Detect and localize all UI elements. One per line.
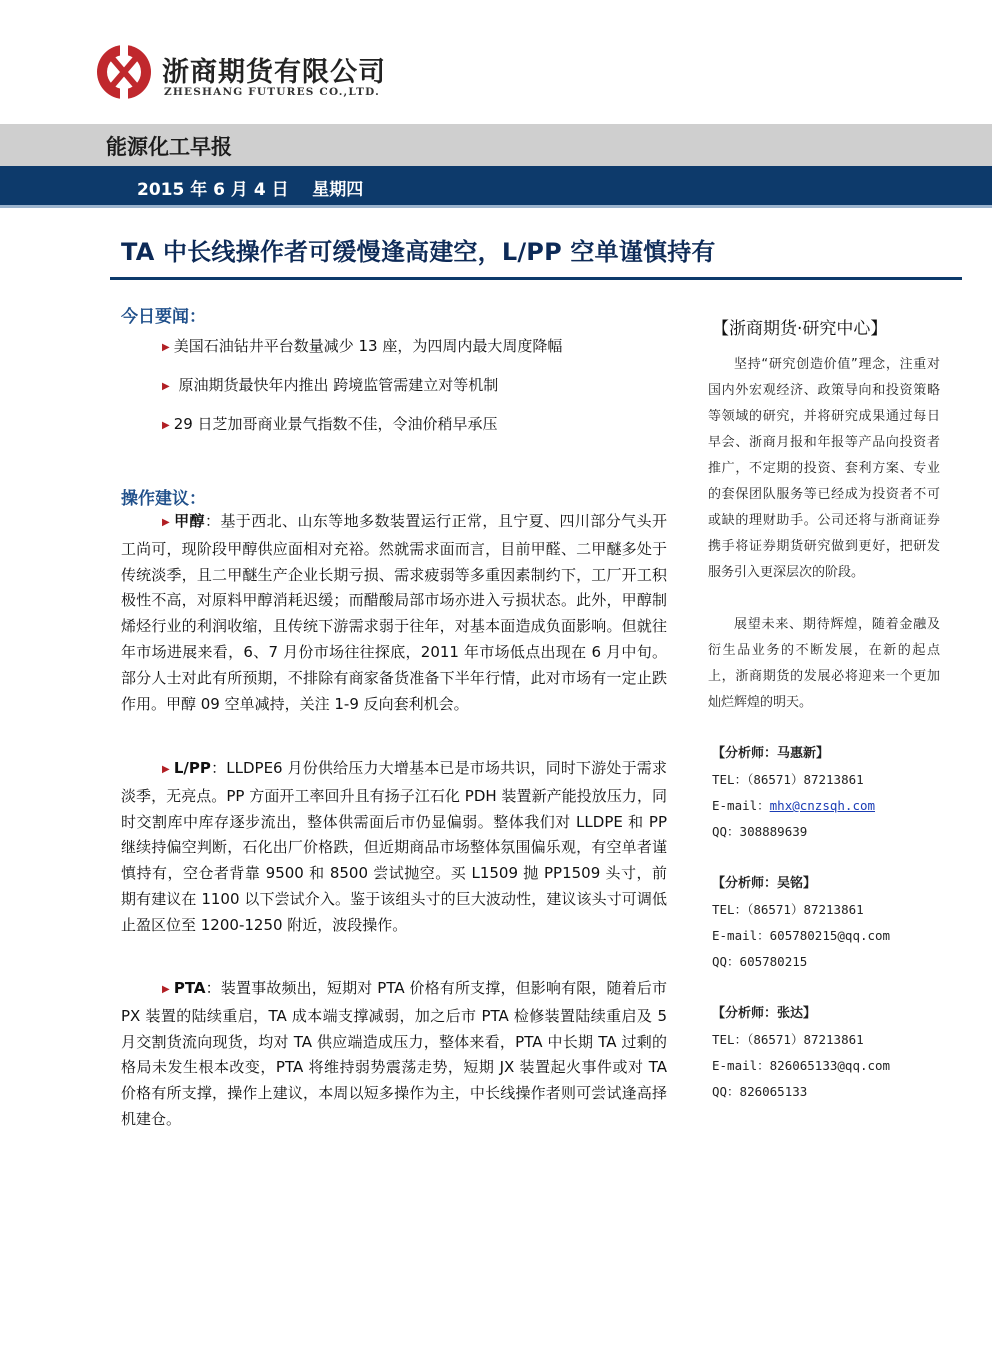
- analyst-tel: TEL：（86571）87213861: [712, 902, 864, 917]
- company-name-cn: 浙商期货有限公司: [162, 57, 386, 88]
- pta-text: ：装置事故频出，短期对 PTA 价格有所支撑，但影响有限，随着后市 PX 装置的陆续重启，TA 成本端支撑减弱，加之后市 PTA 检修装置陆续重启及 5 月交割货流向现货，均对 TA 供应端造成压力，整体来看，PTA 中长期 TA 过剩的格局未发生根本改变，PTA 将维持弱势震荡走势，短期 JX 装置起火事件或对 TA 价格有所支撑，操作上建议，本周以短多操作为主，中长线操作者则可尝试逢高择机建仓。: [121, 979, 667, 1128]
- methanol-text: ：基于西北、山东等地多数装置运行正常，且宁夏、四川部分气头开工尚可，现阶段甲醇供应面相对充裕。然就需求面而言，目前甲醛、二甲醚多处于传统淡季，且二甲醚生产企业长期亏损、需求疲弱等多重因素制约下，工厂开工积极性不高，对原料甲醇消耗迟缓；而醋酸局部市场亦进入亏损状态。此外，甲醇制烯烃行业的利润收缩，且传统下游需求弱于往年，对基本面造成负面影响。但就往年市场进展来看，6、7 月份市场往往探底，2011 年市场低点出现在 6 月中旬。部分人士对此有所预期，不排除有商家备货准备下半年行情，此对市场有一定止跌作用。甲醇 09 空单减持，关注 1-9 反向套利机会。: [121, 512, 667, 713]
- news-section-title: 今日要闻：: [121, 307, 206, 327]
- research-center-title: 【浙商期货·研究中心】: [712, 319, 888, 339]
- analyst-card: [712, 1001, 890, 1105]
- analyst-qq: QQ：826065133: [712, 1084, 808, 1099]
- company-name-en: ZHESHANG FUTURES CO.,LTD.: [164, 86, 380, 98]
- lpp-label: L/PP: [173, 759, 211, 777]
- research-intro: 坚持“研究创造价值”理念，注重对国内外宏观经济、政策导向和投资策略等领域的研究，并将研究成果通过每日早会、浙商月报和年报等产品向投资者推广，不定期的投资、套利方案、专业的套保团队服务等已经成为投资者不可或缺的理财助手。公司还将与浙商证券携手将证券期货研究做到更好，把研发服务引入更深层次的阶段。: [708, 357, 940, 580]
- lpp-text: ：LLDPE6 月份供给压力大增基本已是市场共识，同时下游处于需求淡季，无亮点。PP 方面开工率回升且有扬子江石化 PDH 装置新产能投放压力，同时交割库中库存逐步流出，整体供需面后市仍显偏弱。整体我们对 LLDPE 和 PP 继续持偏空判断，石化出厂价格跌，但近期商品市场整体氛围偏乐观，有空单者谨慎持有，空仓者背靠 9500 和 8500 尝试抛空。买 L1509 抛 PP1509 头寸，前期有建议在 1100 以下尝试介入。鉴于该组头寸的巨大波动性，建议该头寸可调低止盈区位至 1200-1250 附近，波段操作。: [121, 759, 667, 934]
- advice-methanol: [121, 509, 667, 717]
- report-date: 2015 年 6 月 4 日 星期四: [137, 180, 364, 200]
- company-logo: [96, 44, 152, 100]
- headline-rule: [110, 277, 962, 280]
- bullet-icon: ▶: [162, 420, 170, 431]
- bullet-icon: ▶: [162, 984, 170, 995]
- analyst-card: [712, 741, 875, 845]
- advice-section-title: 操作建议：: [121, 489, 206, 509]
- bullet-icon: ▶: [162, 764, 170, 775]
- analyst-card: [712, 871, 890, 975]
- news-item: ▶ 29 日芝加哥商业景气指数不佳，令油价稍早承压: [162, 415, 498, 433]
- bullet-icon: ▶: [162, 517, 171, 528]
- analyst-name: 【分析师：马惠新】: [712, 746, 830, 761]
- report-type: 能源化工早报: [106, 135, 232, 159]
- bullet-icon: ▶: [162, 381, 170, 392]
- advice-lpp: [121, 756, 667, 939]
- news-item: ▶ 美国石油钻井平台数量减少 13 座，为四周内最大周度降幅: [162, 337, 563, 355]
- research-outlook: 展望未来、期待辉煌，随着金融及衍生品业务的不断发展，在新的起点上，浙商期货的发展必将迎来一个更加灿烂辉煌的明天。: [708, 617, 940, 710]
- analyst-email-row: E-mail：605780215@qq.com: [712, 928, 891, 943]
- analyst-email: 605780215@qq.com: [769, 928, 891, 943]
- news-item: ▶ 原油期货最快年内推出 跨境监管需建立对等机制: [162, 376, 499, 394]
- analyst-email: 826065133@qq.com: [769, 1058, 891, 1073]
- analyst-email-row: E-mail：mhx@cnzsqh.com: [712, 798, 876, 813]
- analyst-tel: TEL：（86571）87213861: [712, 772, 864, 787]
- analyst-name: 【分析师：吴铭】: [712, 876, 817, 891]
- pta-label: PTA: [173, 979, 206, 997]
- analyst-name: 【分析师：张达】: [712, 1006, 817, 1021]
- analyst-tel: TEL：（86571）87213861: [712, 1032, 864, 1047]
- methanol-label: 甲醇: [174, 512, 205, 530]
- analyst-email-link[interactable]: mhx@cnzsqh.com: [769, 798, 876, 813]
- analyst-qq: QQ：605780215: [712, 954, 808, 969]
- analyst-email-row: E-mail：826065133@qq.com: [712, 1058, 891, 1073]
- headline: TA 中长线操作者可缓慢逢高建空，L/PP 空单谨慎持有: [121, 238, 716, 266]
- analyst-qq: QQ：308889639: [712, 824, 808, 839]
- bullet-icon: ▶: [162, 342, 170, 353]
- advice-pta: [121, 976, 667, 1133]
